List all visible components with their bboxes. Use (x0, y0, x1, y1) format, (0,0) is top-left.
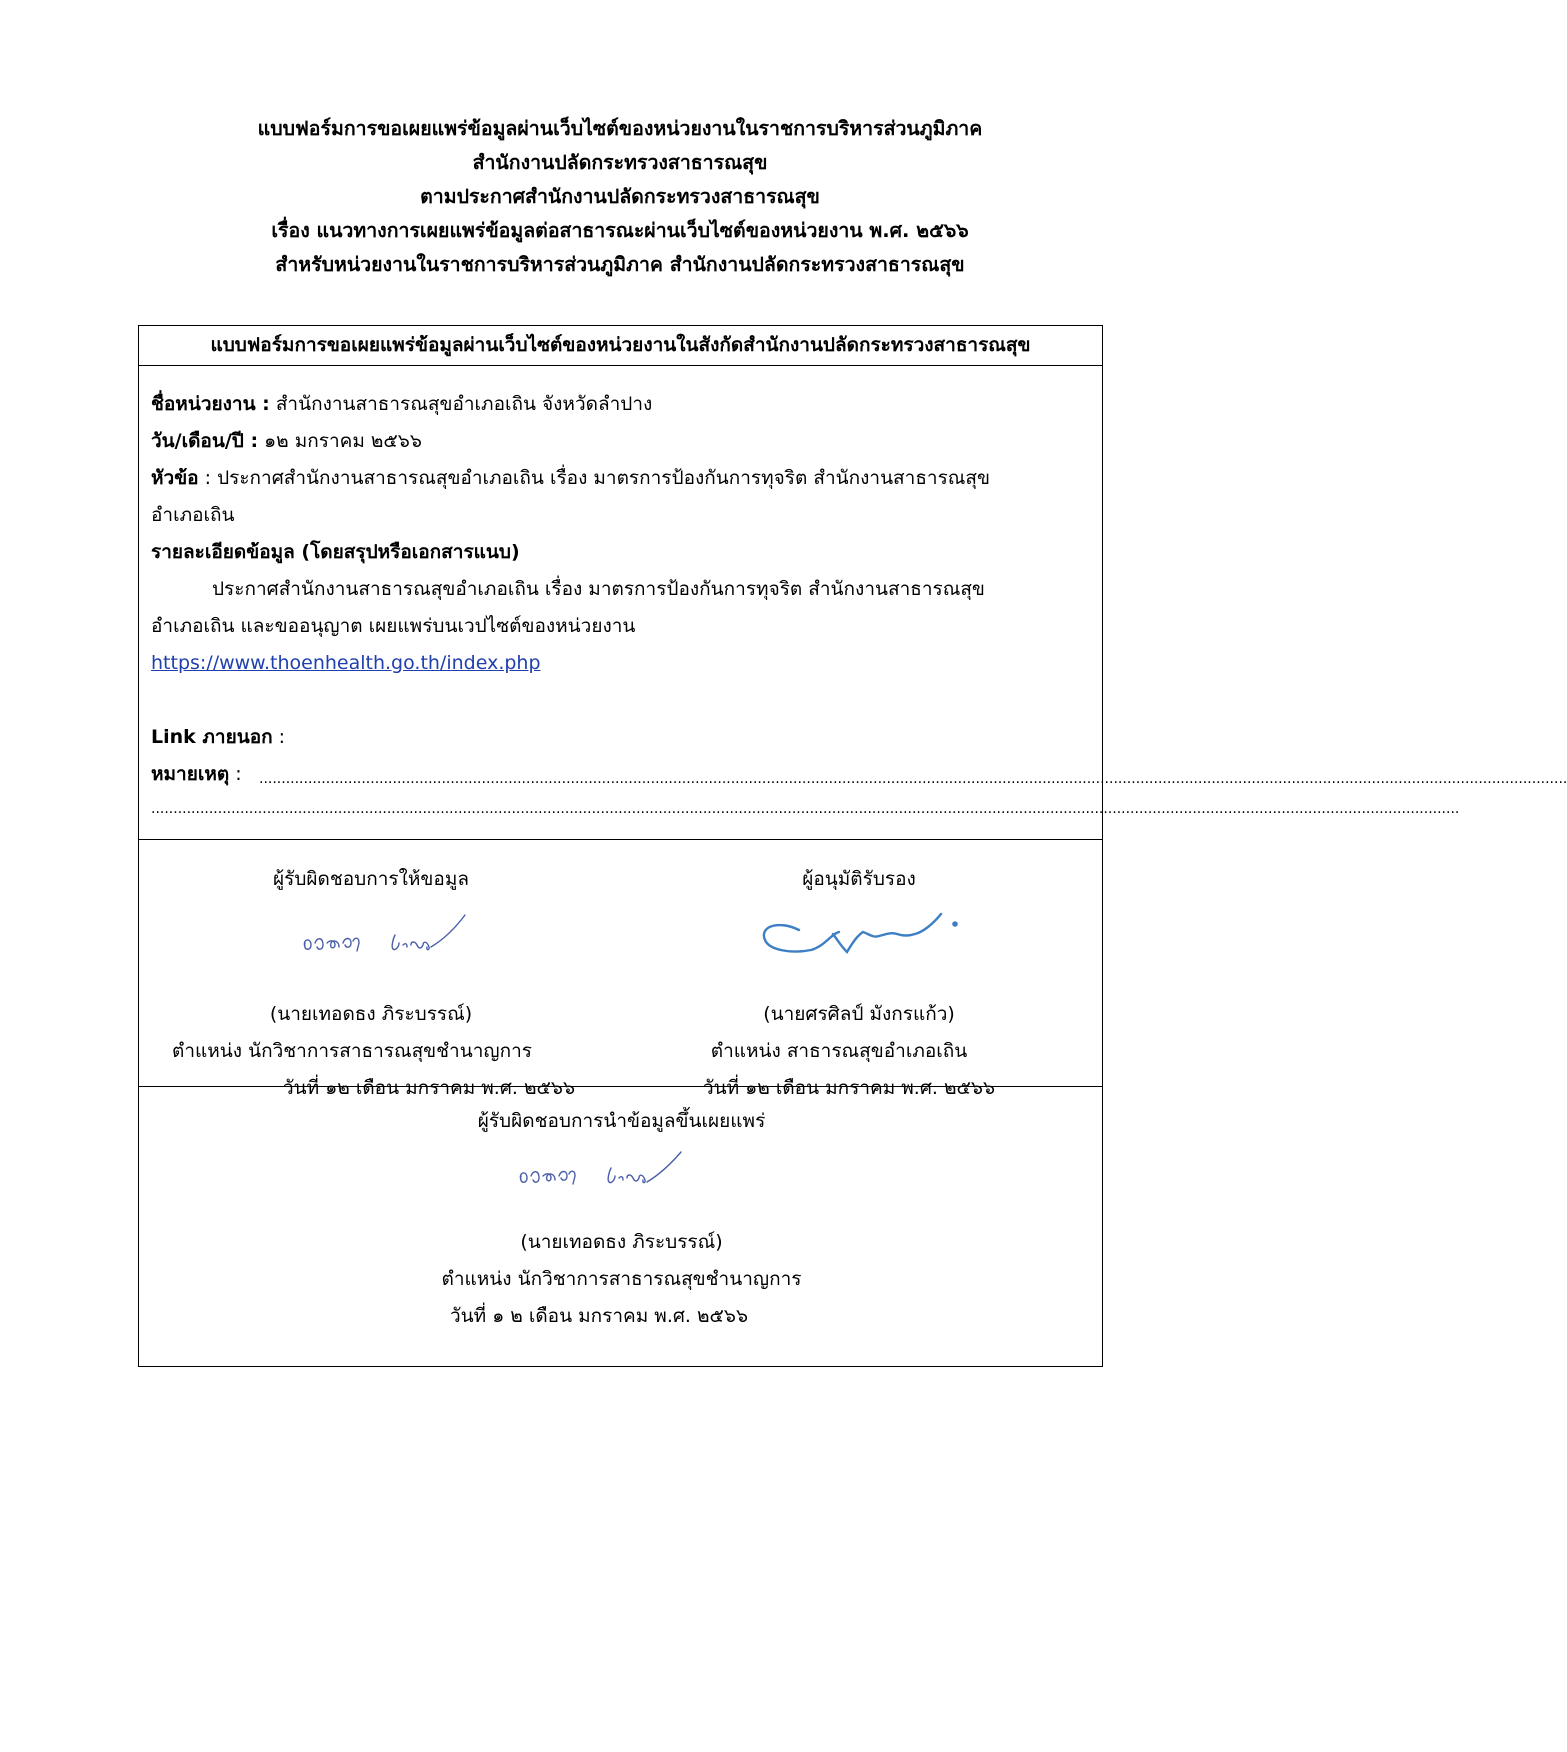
publisher-title: ผู้รับผิดชอบการนำข้อมูลขึ้นเผยแพร่ (477, 1110, 766, 1132)
approver-signature (759, 906, 969, 970)
url-link[interactable]: https://www.thoenhealth.go.th/index.php (151, 652, 541, 674)
note-sep: : (229, 763, 242, 785)
provider-position: ตำแหน่ง นักวิชาการสาธารณสุขชำนาญการ (172, 1040, 532, 1062)
agency-label: ชื่อหน่วยงาน : (151, 393, 270, 415)
header-line-1: แบบฟอร์มการขอเผยแพร่ข้อมูลผ่านเว็บไซต์ของหน่วยงานในราชการบริหารส่วนภูมิภาค (257, 117, 983, 140)
note-dotted-line-2: ...................................................................................................................................................................................................................................................................................................... (151, 801, 1460, 817)
date-value: ๑๒ มกราคม ๒๕๖๖ (264, 430, 422, 452)
note-label: หมายเหตุ (151, 763, 230, 785)
url-row (151, 645, 541, 682)
form-title: แบบฟอร์มการขอเผยแพร่ข้อมูลผ่านเว็บไซต์ของหน่วยงานในสังกัดสำนักงานปลัดกระทรวงสาธารณสุข (210, 334, 1031, 356)
provider-signature (291, 909, 491, 965)
details-line-1: ประกาศสำนักงานสาธารณสุขอำเภอเถิน เรื่อง มาตรการป้องกันการทุจริต สำนักงานสาธารณสุข (212, 578, 985, 600)
provider-date: วันที่ ๑๒ เดือน มกราคม พ.ศ. ๒๕๖๖ (282, 1077, 576, 1099)
topic-label: หัวข้อ (151, 467, 199, 489)
external-link-row (151, 719, 285, 756)
publisher-name: (นายเทอดธง ภิระบรรณ์) (520, 1231, 723, 1253)
provider-title: ผู้รับผิดชอบการให้ขอมูล (273, 868, 469, 890)
details-divider (139, 839, 1102, 840)
external-link-label: Link ภายนอก (151, 726, 273, 748)
agency-value: สำนักงานสาธารณสุขอำเภอเถิน จังหวัดลำปาง (275, 393, 653, 415)
approver-title: ผู้อนุมัติรับรอง (802, 868, 916, 890)
topic-row-cont: อำเภอเถิน (151, 504, 235, 526)
form-box (138, 325, 1567, 1367)
external-link-sep: : (272, 726, 286, 748)
publisher-position: ตำแหน่ง นักวิชาการสาธารณสุขชำนาญการ (441, 1268, 802, 1290)
topic-row (151, 460, 990, 497)
details-line-2: อำเภอเถิน และขออนุญาต เผยแพร่บนเวปไซต์ของหน่วยงาน (151, 615, 636, 637)
agency-row (151, 386, 652, 423)
approver-date: วันที่ ๑๒ เดือน มกราคม พ.ศ. ๒๕๖๖ (702, 1077, 996, 1099)
date-label: วัน/เดือน/ปี : (151, 430, 259, 452)
publisher-signature (511, 1144, 711, 1196)
signature-divider (139, 1086, 1102, 1087)
header-line-2: สำนักงานปลัดกระทรวงสาธารณสุข (472, 151, 768, 174)
details-label: รายละเอียดข้อมูล (โดยสรุปหรือเอกสารแนบ) (151, 541, 520, 563)
header-line-3: ตามประกาศสำนักงานปลัดกระทรวงสาธารณสุข (420, 185, 820, 208)
document-header (0, 112, 1240, 282)
note-row (151, 756, 242, 793)
provider-name: (นายเทอดธง ภิระบรรณ์) (269, 1003, 473, 1025)
topic-value: : ประกาศสำนักงานสาธารณสุขอำเภอเถิน เรื่อง มาตรการป้องกันการทุจริต สำนักงานสาธารณสุข (204, 467, 991, 489)
approver-name: (นายศรศิลป์ มังกรแก้ว) (763, 1003, 955, 1025)
approver-position: ตำแหน่ง สาธารณสุขอำเภอเถิน (710, 1040, 968, 1062)
note-dotted-line-1: ...................................................................................................................................................................................................................................................................................................... (259, 771, 1567, 787)
header-line-5: สำหรับหน่วยงานในราชการบริหารส่วนภูมิภาค สำนักงานปลัดกระทรวงสาธารณสุข (275, 253, 965, 276)
title-divider (139, 365, 1102, 366)
publisher-date: วันที่ ๑ ๒ เดือน มกราคม พ.ศ. ๒๕๖๖ (449, 1305, 749, 1327)
header-line-4: เรื่อง แนวทางการเผยแพร่ข้อมูลต่อสาธารณะผ่านเว็บไซต์ของหน่วยงาน พ.ศ. ๒๕๖๖ (271, 219, 969, 242)
date-row (151, 423, 422, 460)
